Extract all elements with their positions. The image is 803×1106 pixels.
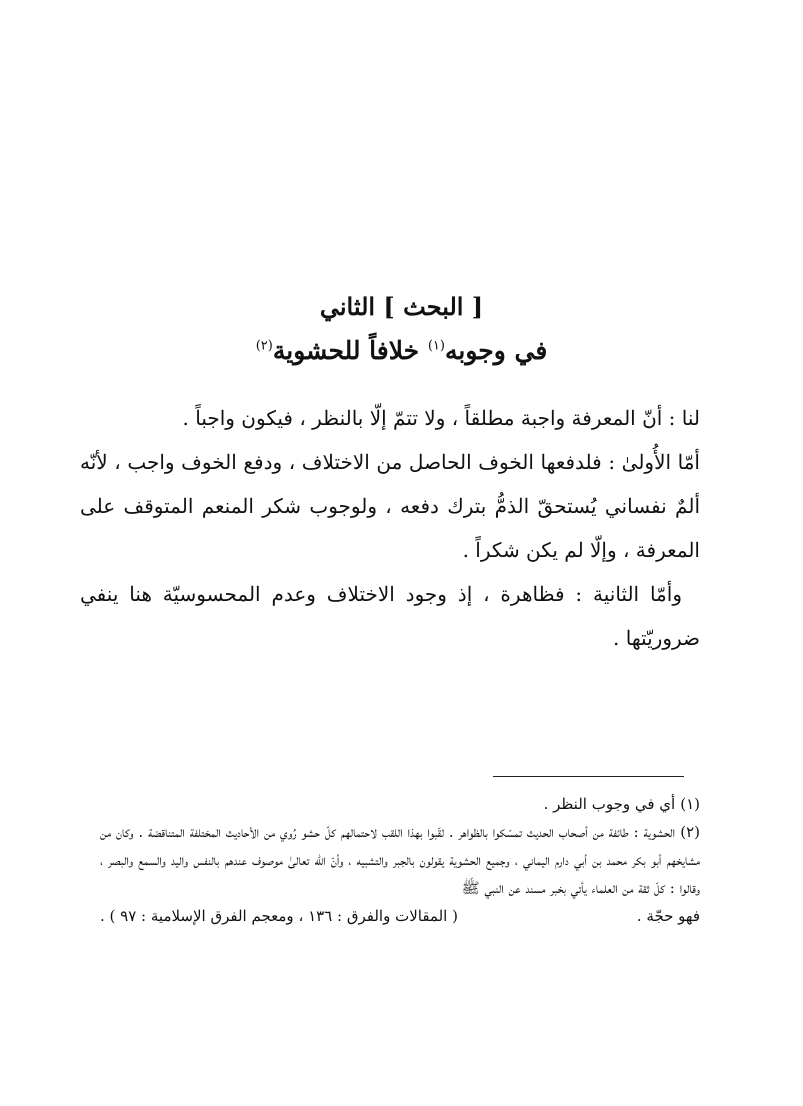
body-paragraph-3 bbox=[80, 572, 700, 660]
body-paragraph-1 bbox=[80, 396, 700, 440]
footnote-separator bbox=[493, 776, 684, 777]
paragraph-1-text: لنا : أنّ المعرفة واجبة مطلقاً ، ولا تتمّ إلّا بالنظر ، فيكون واجباً . bbox=[182, 406, 700, 430]
footnote-ref-2: (٢) bbox=[255, 338, 273, 354]
section-title-text: [ البحث ] الثاني bbox=[319, 292, 484, 321]
paragraph-2-text: أمّا الأُولىٰ : فلدفعها الخوف الحاصل من الاختلاف ، ودفع الخوف واجب ، لأنّه ألمٌ نفساني يُستحقّ الذمُّ بترك دفعه ، ولوجوب شكر المنعم المتوقف على المعرفة ، وإلّا لم يكن شكراً . bbox=[80, 450, 700, 562]
body-paragraph-2 bbox=[80, 440, 700, 572]
section-title bbox=[0, 292, 803, 321]
footnote-ref-1: (١) bbox=[427, 338, 445, 354]
paragraph-3-text: وأمّا الثانية : فظاهرة ، إذ وجود الاختلاف وعدم المحسوسيّة هنا ينفي ضروريّتها . bbox=[80, 582, 700, 650]
footnote-1-text: أي في وجوب النظر . bbox=[543, 795, 676, 813]
footnote-2-source: ( المقالات والفرق : ١٣٦ ، ومعجم الفرق الإسلامية : ٩٧ ) . bbox=[100, 907, 458, 925]
section-subtitle-text-continued: خلافاً للحشوية bbox=[272, 336, 428, 365]
section-subtitle bbox=[0, 336, 803, 365]
footnote-2-last-line bbox=[100, 902, 700, 930]
footnote-1 bbox=[100, 790, 700, 818]
section-subtitle-text: في وجوبه bbox=[444, 336, 548, 365]
footnote-1-number: (١) bbox=[680, 795, 700, 813]
footnote-2-text: الحشوية : طائفة من أصحاب الحديث تمسّكوا بالظواهر . لقّبوا بهذا اللقب لاحتمالهم كلّ حشو رُوي من الأحاديث المختلفة المتناقضة . وكان من مشايخهم أبو بكر محمد بن أبي دارم اليماني ، وجميع الحشوية يقولون بالجبر والتشبيه ، وأنّ اللّه تعالىٰ موصوف عندهم بالنفس واليد والسمع والبصر ، وقالوا : كلّ ثقة من العلماء يأتي بخبر مسند عن النبي ﷺ bbox=[100, 823, 700, 897]
footnotes-section bbox=[100, 790, 700, 930]
footnote-2 bbox=[100, 818, 700, 902]
footnote-2-number: (٢) bbox=[680, 823, 700, 841]
footnote-2-ending: فهو حجّة . bbox=[636, 907, 700, 925]
